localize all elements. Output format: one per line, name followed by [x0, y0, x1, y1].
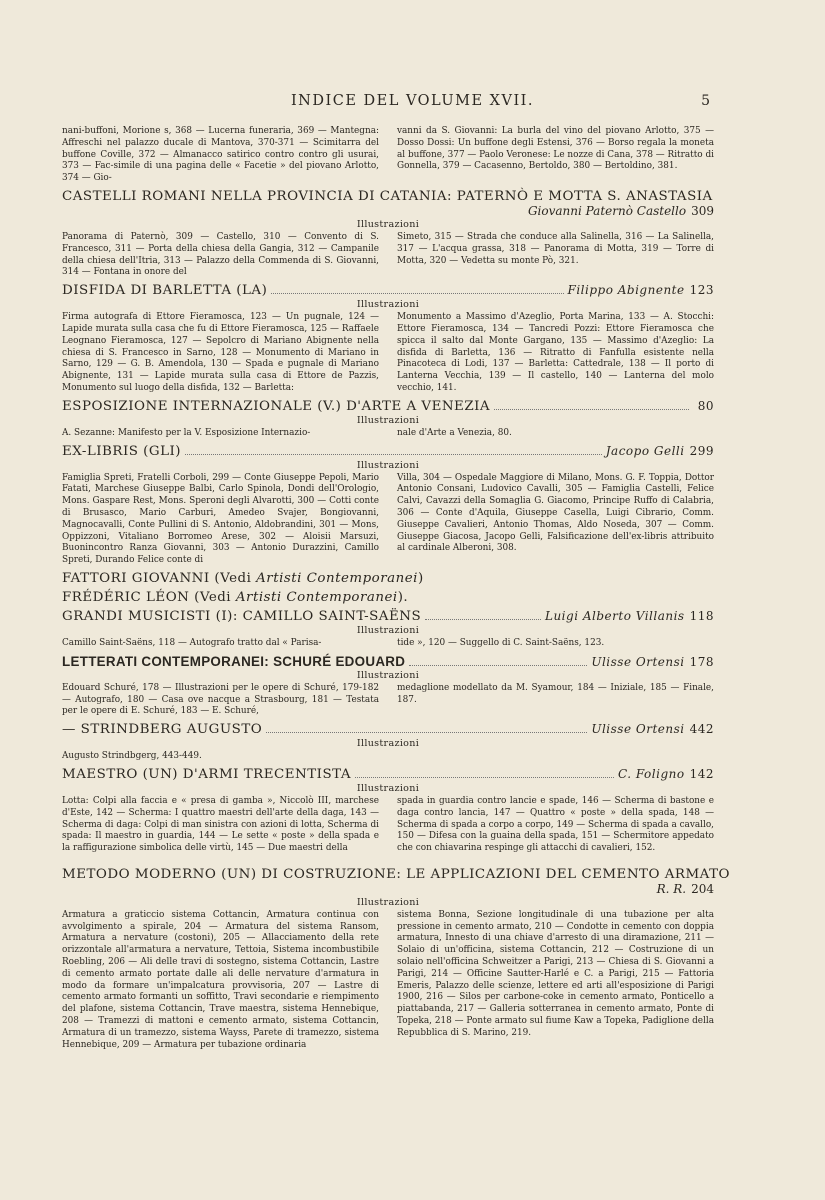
entry-page: 442: [689, 722, 714, 737]
entry-author: R. R.: [656, 881, 687, 896]
cross-reference: Artisti Contemporanei: [256, 570, 418, 586]
leader-dots: [494, 409, 689, 410]
entry-text-right: Monumento a Massimo d'Azeglio, Porta Marina, 133 — A. Stocchi: Ettore Fieramosca, 134 — Tancredi Pozzi: Ettore Fieramosca che spicca il salto dal Monte Gargano, 135 — Massimo d'Azeglio: La disfida di Barletta, 136 — Ritratto di Fanfulla esistente nella Pinacoteca di Lodi, 137 — Barletta: Cattedrale, 138 — Il porto di Lanterna Vecchia, 139 — Il castello, 140 — Lanterna del molo vecchio, 141.: [397, 312, 714, 393]
entry-page: 80: [697, 398, 714, 413]
entry-author-line: [62, 882, 714, 896]
entry-title: DISFIDA DI BARLETTA (LA): [62, 283, 268, 299]
illustration-list: [62, 910, 714, 1052]
entry-title: — STRINDBERG AUGUSTO: [62, 722, 263, 738]
entry-title-text: FATTORI GIOVANNI (Vedi: [62, 570, 252, 586]
entry-author: Luigi Alberto Villanis: [544, 608, 685, 623]
entry-text-right: nale d'Arte a Venezia, 80.: [397, 427, 512, 438]
entry-title: GRANDI MUSICISTI (I): CAMILLO SAINT-SAËNS: [62, 608, 422, 624]
illustrazioni-label: Illustrazioni: [356, 669, 420, 681]
entry-text-left: Armatura a graticcio sistema Cottancin, Armatura continua con avvolgimento a spirale, 204 — Armatura del sistema Ransom, Armatura a nervature (costoni), 205 — Allacciamento della rete orizzontale all'armatura a nervature, Tettoia, Sistema incombustibile Roebling, 206 — Ali delle travi di sostegno, sistema Cottancin, Lastre di cemento armato portate dalle ali delle nervature d'armatura in modo da formare un'impalcatura provvisoria, 207 — Lastre di cemento armato formanti un soffitto, Travi secondarie e riempimento del plafone, sistema Cottancin, Trave maestra, sistema Hennebique, 208 — Tramezzi di mattoni e cemento armato, sistema Cottancin, Armatura di un tramezzo, sistema Wayss, Parete di tramezzo, sistema Hennebique, 209 — Armatura per tubazione ordinaria: [62, 909, 379, 1050]
entry-title-text: FRÉDÉRIC LÉON (Vedi: [62, 589, 232, 605]
entry-text-right: vanni da S. Giovanni: La burla del vino del piovano Arlotto, 375 — Dosso Dossi: Un buffone degli Estensi, 376 — Borso regala la moneta al buffone, 377 — Paolo Veronese: Le nozze di Cana, 378 — Ritratto di Gonnella, 379 — Cacasenno, Bertoldo, 380 — Bertoldino, 381.: [397, 126, 714, 172]
entry-author: Filippo Abignente: [567, 283, 685, 298]
illustration-list: [62, 751, 714, 763]
entry-page: 178: [689, 654, 714, 669]
index-entry-ex-libris: [62, 444, 714, 459]
index-entry-strindberg: [62, 722, 714, 737]
illustration-list: [62, 312, 714, 395]
entry-page: 309: [691, 203, 714, 218]
entry-text-right: tide », 120 — Suggello di C. Saint-Saëns, 123.: [397, 637, 605, 648]
entry-page: 299: [689, 443, 714, 458]
entry-author: C. Foligno: [618, 766, 685, 781]
illustration-list: [62, 638, 714, 650]
illustrazioni-label: Illustrazioni: [356, 218, 420, 230]
entry-page: 142: [689, 766, 714, 781]
entry-page: 204: [691, 881, 714, 896]
entry-text-left: Edouard Schuré, 178 — Illustrazioni per le opere di Schuré, 179-182 — Autografo, 180 — Casa ove nacque a Strasbourg, 181 — Testata per le opere di E. Schuré, 183 — E. Schuré,: [62, 682, 379, 717]
entry-text-right: sistema Bonna, Sezione longitudinale di una tubazione per alta pressione in cemento armato, 210 — Condotte in cemento con doppia armatura, Innesto di una chiave d'arresto di una diramazione, 211 — Solaio di un'officina, sistema Cottancin, 212 — Costruzione di un solaio nell'officina Schweitzer a Parigi, 213 — Chiesa di S. Giovanni a Parigi, 214 — Officine Sautter-Harlé e C. a Parigi, 215 — Fattoria Emeris, Palazzo delle scienze, lettere ed arti all'esposizione di Parigi 1900, 216 — Silos per carbone-coke in cemento armato, Ponticello a piattabanda, 217 — Galleria sotterranea in cemento armato, Ponte di Topeka, 218 — Ponte armato sul fiume Kaw a Topeka, Padiglione della Repubblica di S. Marino, 219.: [397, 909, 714, 1038]
illustration-list: [62, 232, 714, 279]
illustrazioni-label: Illustrazioni: [356, 414, 420, 426]
entry-title: MAESTRO (UN) D'ARMI TRECENTISTA: [62, 766, 352, 782]
entry-text-left: Camillo Saint-Saëns, 118 — Autografo tratto dal « Parisa-: [62, 637, 322, 648]
entry-text-left: Lotta: Colpi alla faccia e « presa di gamba », Niccolò III, marchese d'Este, 142 — Scherma: I quattro maestri dell'arte della daga, 143 — Scherma di daga: Colpi di man sinistra con azioni di lotta, Scherma di spada: Il maestro in guardia, 144 — Le sette « poste » della spada e la raffigurazione simbolica delle virtù, 145 — Due maestri della: [62, 795, 379, 854]
entry-title-close: ).: [397, 589, 409, 605]
entry-author: Ulisse Ortensi: [591, 654, 685, 669]
entry-text-left: Panorama di Paternò, 309 — Castello, 310 — Convento di S. Francesco, 311 — Porta della chiesa della Gangia, 312 — Campanile della chiesa dell'Itria, 313 — Palazzo della Commenda di S. Giovanni, 314 — Fontana in onore del: [62, 231, 379, 278]
index-entry-castelli-romani: [62, 189, 714, 204]
illustrazioni-label: Illustrazioni: [356, 299, 420, 311]
cross-reference: Artisti Contemporanei: [235, 589, 398, 605]
illustrazioni-label: Illustrazioni: [356, 738, 420, 750]
entry-page: 123: [689, 283, 714, 298]
illustrazioni-label: Illustrazioni: [356, 459, 420, 471]
entry-text-right: Villa, 304 — Ospedale Maggiore di Milano, Mons. G. F. Toppia, Dottor Antonio Consani, Ludovico Cavalli, 305 — Famiglia Castelli, Felice Calvi, Cavazzi della Somaglia G. Giacomo, Principe Ruffo di Calabria, 306 — Conte d'Aquila, Giuseppe Casella, Luigi Cibrario, Comm. Giuseppe Cavalieri, Antonio Thomas, Aldo Noseda, 307 — Comm. Giuseppe Giacosa, Jacopo Gelli, Falsificazione dell'ex-libris attribuito al cardinale Alberoni, 308.: [397, 472, 714, 554]
entry-author: Giovanni Paternò Castello: [527, 203, 687, 218]
entry-text-right: Simeto, 315 — Strada che conduce alla Salinella, 316 — La Salinella, 317 — L'acqua grassa, 318 — Panorama di Motta, 319 — Torre di Motta, 320 — Vedetta su monte Pò, 321.: [397, 231, 714, 266]
index-entry-disfida: [62, 283, 714, 298]
entry-title: METODO MODERNO (UN) DI COSTRUZIONE: LE APPLICAZIONI DEL CEMENTO ARMATO: [62, 866, 731, 882]
illustration-list: [62, 683, 714, 718]
index-entry-metodo: [62, 866, 731, 882]
leader-dots: [425, 619, 541, 620]
illustrazioni-label: Illustrazioni: [356, 896, 420, 908]
illustration-list: [62, 428, 714, 440]
entry-text-right: spada in guardia contro lancie e spade, 146 — Scherma di bastone e daga contro lancia, 147 — Quattro « poste » della spada, 148 — Scherma di spada a corpo a corpo, 149 — Scherma di spada a cavallo, 150 — Difesa con la guaina della spada, 151 — Schermitore appedato che con chiavarina respinge gli attacchi di cavalieri, 152.: [397, 795, 714, 854]
index-entry-musicisti: [62, 609, 714, 624]
entry-text-right: medaglione modellato da M. Syamour, 184 — Iniziale, 185 — Finale, 187.: [397, 682, 714, 705]
illustrazioni-label: Illustrazioni: [356, 624, 420, 636]
entry-text-left: nani-buffoni, Morione s, 368 — Lucerna funeraria, 369 — Mantegna: Affreschi nel palazzo ducale di Mantova, 370-371 — Scimitarra del buffone Coville, 372 — Almanacco satirico contro contro gli usurai, 373 — Fac-simile di una pagina delle « Facetie » del piovano Arlotto, 374 — Gio-: [62, 126, 379, 184]
entry-title: EX-LIBRIS (GLI): [62, 443, 182, 459]
index-entry-letterati: [62, 654, 714, 669]
entry-text-left: A. Sezanne: Manifesto per la V. Esposizione Internazio-: [62, 427, 311, 438]
index-entry-fattori: [62, 571, 714, 586]
entry-author: Jacopo Gelli: [605, 443, 685, 458]
index-entry-esposizione: [62, 399, 714, 414]
entry-title: CASTELLI ROMANI NELLA PROVINCIA DI CATANIA: PATERNÒ E MOTTA S. ANASTASIA: [62, 188, 713, 204]
entry-title: LETTERATI CONTEMPORANEI: SCHURÉ EDOUARD: [62, 653, 406, 669]
running-head: INDICE DEL VOLUME XVII.: [290, 93, 535, 109]
index-entry-maestro: [62, 767, 714, 782]
illustration-list: [62, 796, 714, 855]
entry-title: [62, 571, 424, 586]
entry-title: [62, 590, 408, 605]
illustrazioni-label: Illustrazioni: [356, 782, 420, 794]
entry-text-right: [397, 751, 714, 763]
entry-text-left: Firma autografa di Ettore Fieramosca, 123 — Un pugnale, 124 — Lapide murata sulla casa che fu di Ettore Fieramosca, 125 — Raffaele Leognano Fieramosca, 127 — Sepolcro di Mariano Abignente nella chiesa di S. Francesco in Sarno, 128 — Monumento di Mariano in Sarno, 129 — G. B. Amendola, 130 — Spada e pugnale di Mariano Abignente, 131 — Lapide murata sulla casa di Ettore de Pazzis, Monumento sul luogo della disfida, 132 — Barletta:: [62, 312, 379, 393]
continued-entry: [62, 126, 714, 185]
entry-text-left: Famiglia Spreti, Fratelli Corboli, 299 — Conte Giuseppe Pepoli, Mario Fatati, Marchese Giuseppe Balbi, Carlo Spinola, Dondi dell'Orologio, Mons. Gaspare Rest, Mons. Speroni degli Alvarotti, 300 — Cotti conte di Brusasco, Mario Carburi, Amedeo Svajer, Bongiovanni, Magnocavalli, Conte Pullini di S. Antonio, Aldobrandini, 301 — Mons, Oppizzoni, Vitaliano Borromeo Arese, 302 — Aloisii Marsuzi, Buonincontro Ranza Giovanni, 303 — Antonio Durazzini, Camillo Spreti, Durando Felice conte di: [62, 472, 379, 566]
illustration-list: [62, 473, 714, 567]
page-number: 5: [701, 93, 710, 109]
leader-dots: [266, 732, 587, 733]
leader-dots: [271, 293, 563, 294]
leader-dots: [185, 454, 602, 455]
entry-author: Ulisse Ortensi: [591, 722, 685, 737]
index-entry-leon: [62, 590, 714, 605]
entry-page: 118: [689, 608, 714, 623]
leader-dots: [355, 777, 614, 778]
index-content: [62, 126, 731, 1051]
entry-title: ESPOSIZIONE INTERNAZIONALE (V.) D'ARTE A VENEZIA: [62, 398, 491, 414]
entry-text-left: Augusto Strindbgerg, 443-449.: [62, 751, 202, 762]
entry-title-close: ): [417, 570, 424, 586]
entry-author-line: [62, 204, 714, 218]
leader-dots: [409, 665, 587, 666]
